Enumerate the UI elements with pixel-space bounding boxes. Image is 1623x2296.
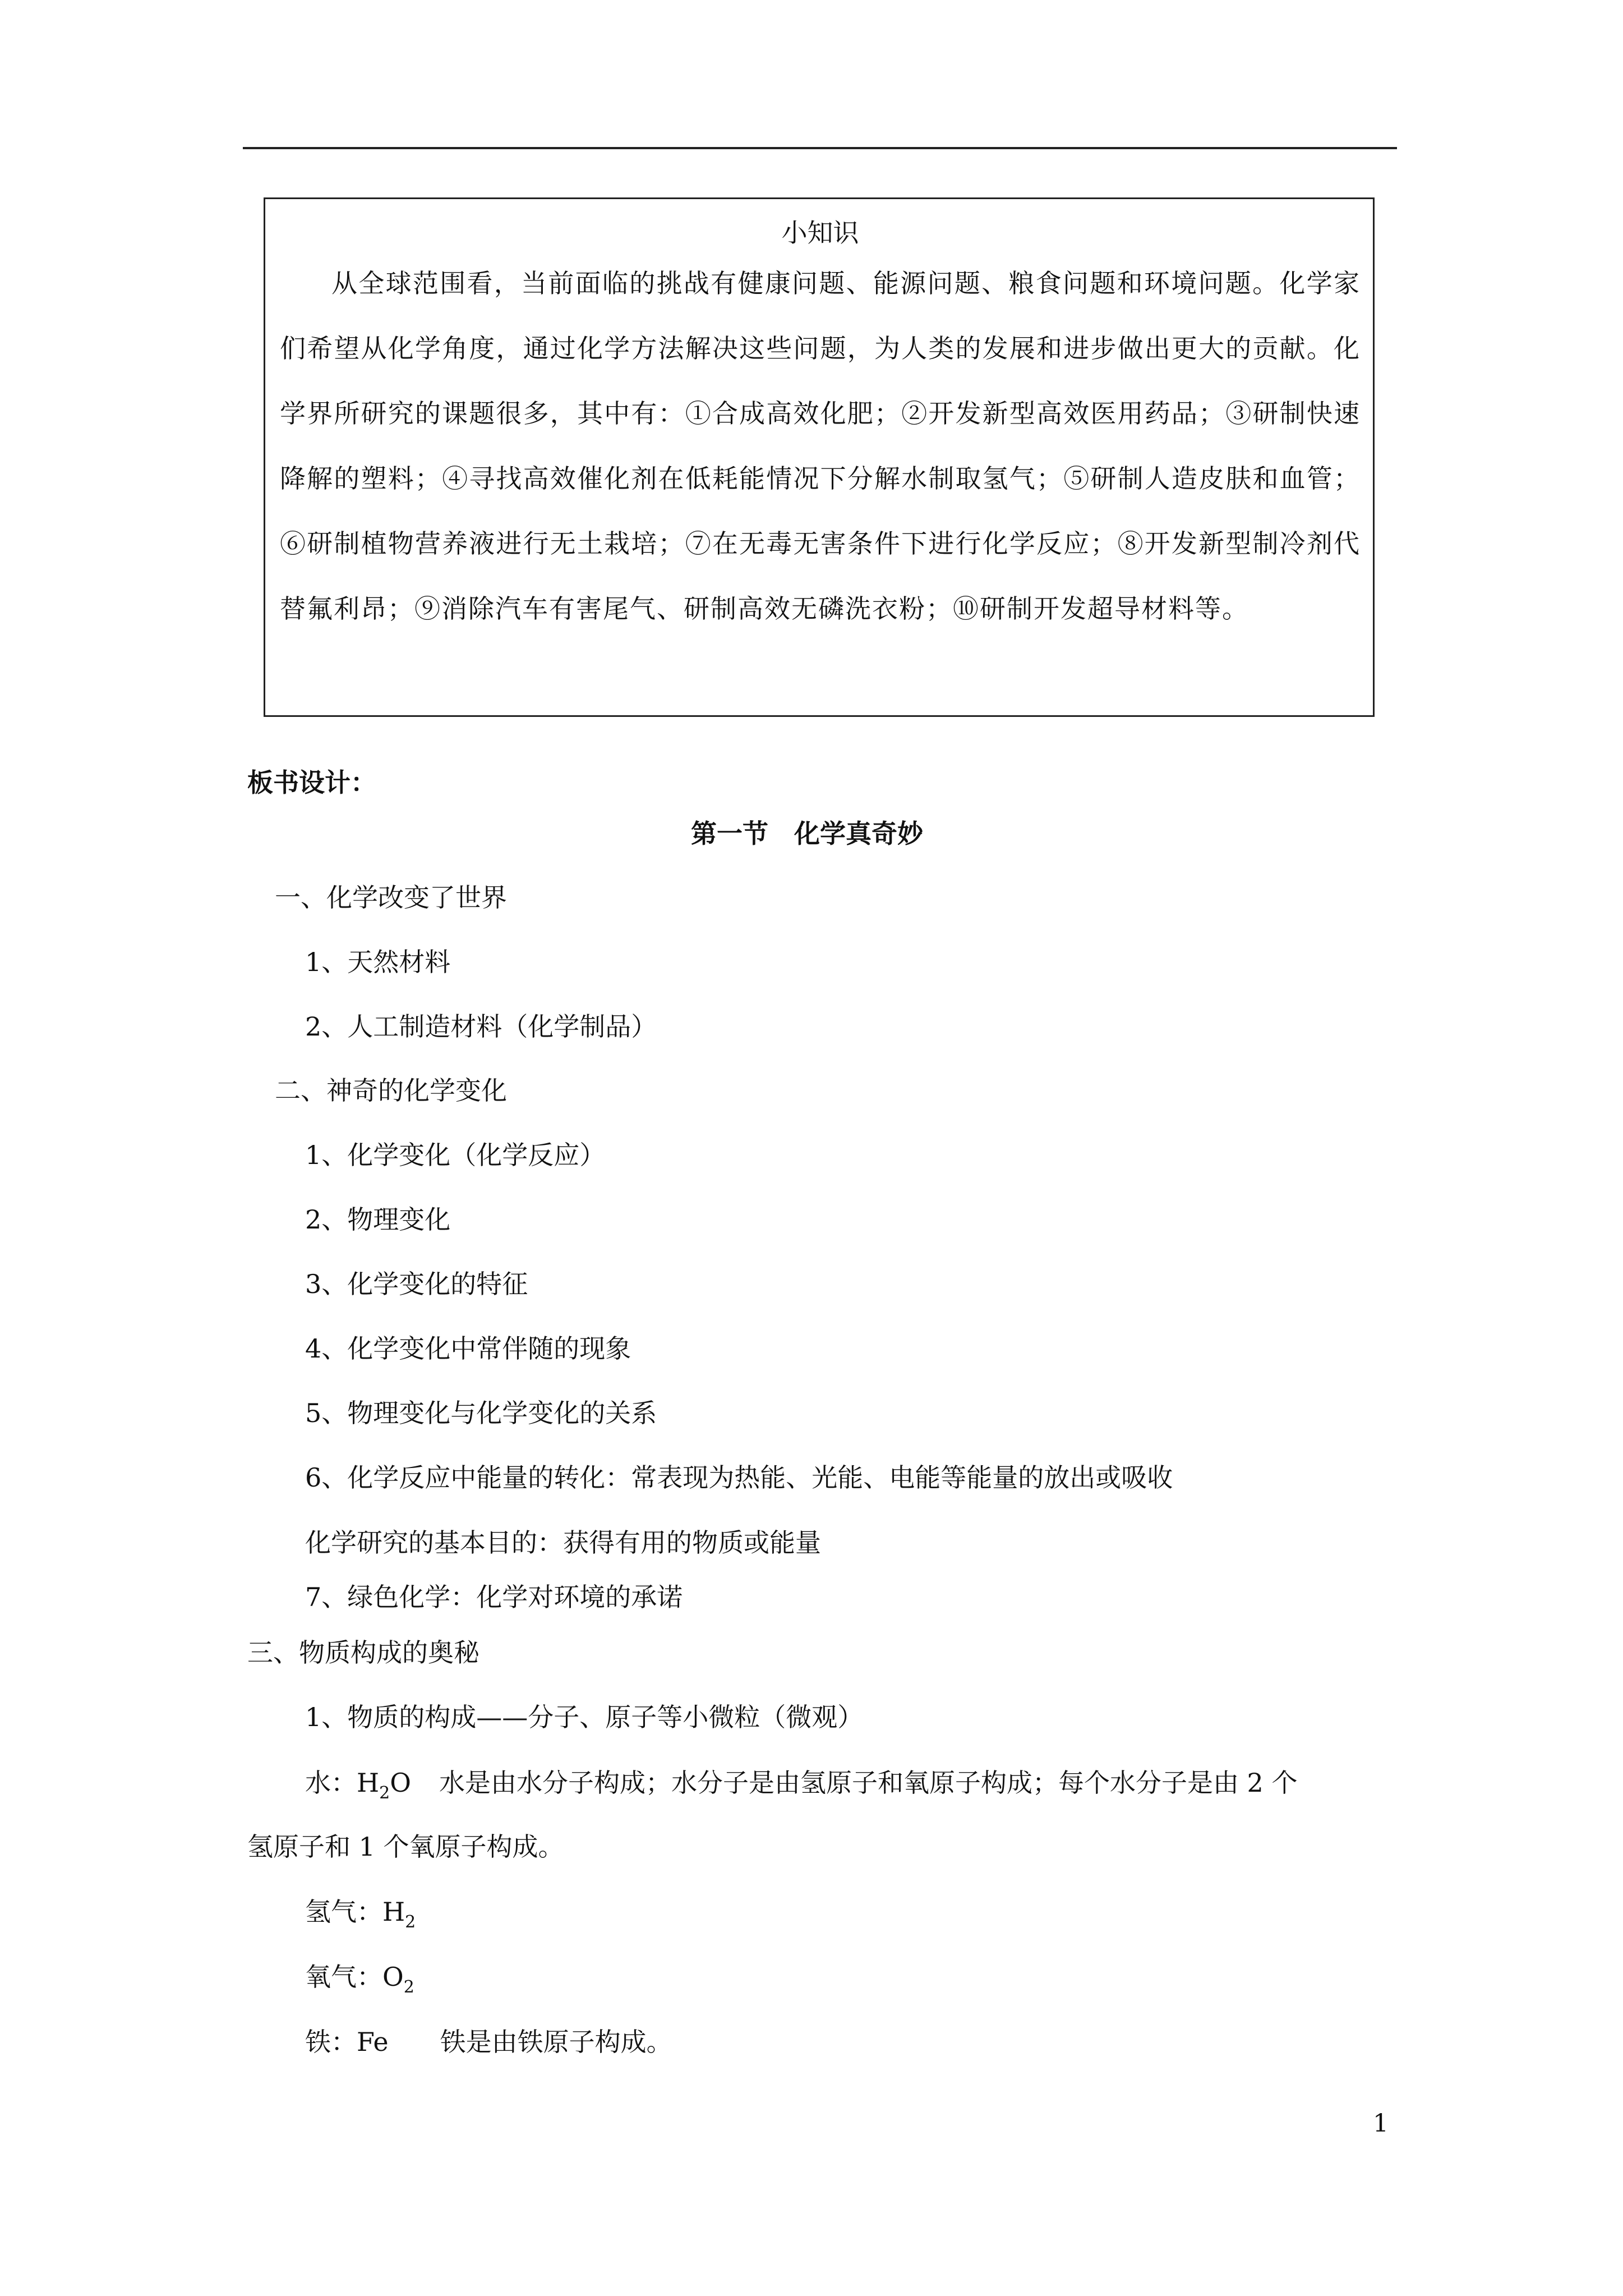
section3-item: 1、物质的构成——分子、原子等小微粒（微观） bbox=[305, 1702, 864, 1732]
section2-item: 1、化学变化（化学反应） bbox=[305, 1140, 606, 1170]
board-design-label: 板书设计： bbox=[247, 767, 376, 798]
water-formula: $H_2O$ bbox=[357, 1768, 411, 1803]
water-line bbox=[305, 1766, 1297, 1803]
section1-item: 1、天然材料 bbox=[305, 947, 451, 977]
oxygen-line bbox=[305, 1960, 414, 1998]
hydrogen-formula: $H_2$ bbox=[382, 1897, 416, 1932]
section3-heading: 三、物质构成的奥秘 bbox=[247, 1637, 479, 1668]
iron-line bbox=[305, 2025, 672, 2059]
iron-formula: Fe bbox=[357, 2027, 389, 2057]
knowledge-box-body: 从全球范围看，当前面临的挑战有健康问题、能源问题、粮食问题和环境问题。化学家们希望从化学角度，通过化学方法解决这些问题，为人类的发展和进步做出更大的贡献。化学界所研究的课题很多，其中有：①合成高效化肥；②开发新型高效医用药品；③研制快速降解的塑料；④寻找高效催化剂在低耗能情况下分解水制取氢气；⑤研制人造皮肤和血管；⑥研制植物营养液进行无土栽培；⑦在无毒无害条件下进行化学反应；⑧开发新型制冷剂代替氟利昂；⑨消除汽车有害尾气、研制高效无磷洗衣粉；⑩研制开发超导材料等。 bbox=[280, 268, 1361, 624]
section2-item: 7、绿色化学：化学对环境的承诺 bbox=[305, 1582, 683, 1612]
section1-heading: 一、化学改变了世界 bbox=[275, 882, 507, 913]
water-description-cont: 氢原子和 1 个氧原子构成。 bbox=[247, 1832, 564, 1862]
section2-item: 2、物理变化 bbox=[305, 1204, 451, 1235]
water-label: 水： bbox=[305, 1768, 357, 1798]
oxygen-label: 氧气： bbox=[305, 1962, 382, 1992]
hydrogen-line bbox=[305, 1895, 416, 1932]
iron-description: 铁是由铁原子构成。 bbox=[440, 2027, 672, 2057]
board-design-title: 第一节 化学真奇妙 bbox=[691, 818, 923, 849]
section1-item: 2、人工制造材料（化学制品） bbox=[305, 1011, 657, 1042]
section2-item: 3、化学变化的特征 bbox=[305, 1269, 528, 1299]
section2-heading: 二、神奇的化学变化 bbox=[275, 1075, 507, 1106]
page-number: 1 bbox=[1373, 2109, 1389, 2138]
knowledge-box bbox=[264, 197, 1375, 717]
header-rule bbox=[243, 147, 1397, 149]
knowledge-box-title: 小知识 bbox=[781, 218, 859, 248]
section2-note: 化学研究的基本目的：获得有用的物质或能量 bbox=[305, 1527, 821, 1558]
section2-item: 4、化学变化中常伴随的现象 bbox=[305, 1333, 631, 1364]
hydrogen-label: 氢气： bbox=[305, 1897, 382, 1927]
section2-item: 6、化学反应中能量的转化：常表现为热能、光能、电能等能量的放出或吸收 bbox=[305, 1462, 1173, 1493]
section2-item: 5、物理变化与化学变化的关系 bbox=[305, 1398, 657, 1428]
oxygen-formula: $O_2$ bbox=[382, 1962, 414, 1997]
iron-label: 铁： bbox=[305, 2027, 357, 2057]
water-description: 水是由水分子构成；水分子是由氢原子和氧原子构成；每个水分子是由 2 个 bbox=[439, 1768, 1298, 1798]
